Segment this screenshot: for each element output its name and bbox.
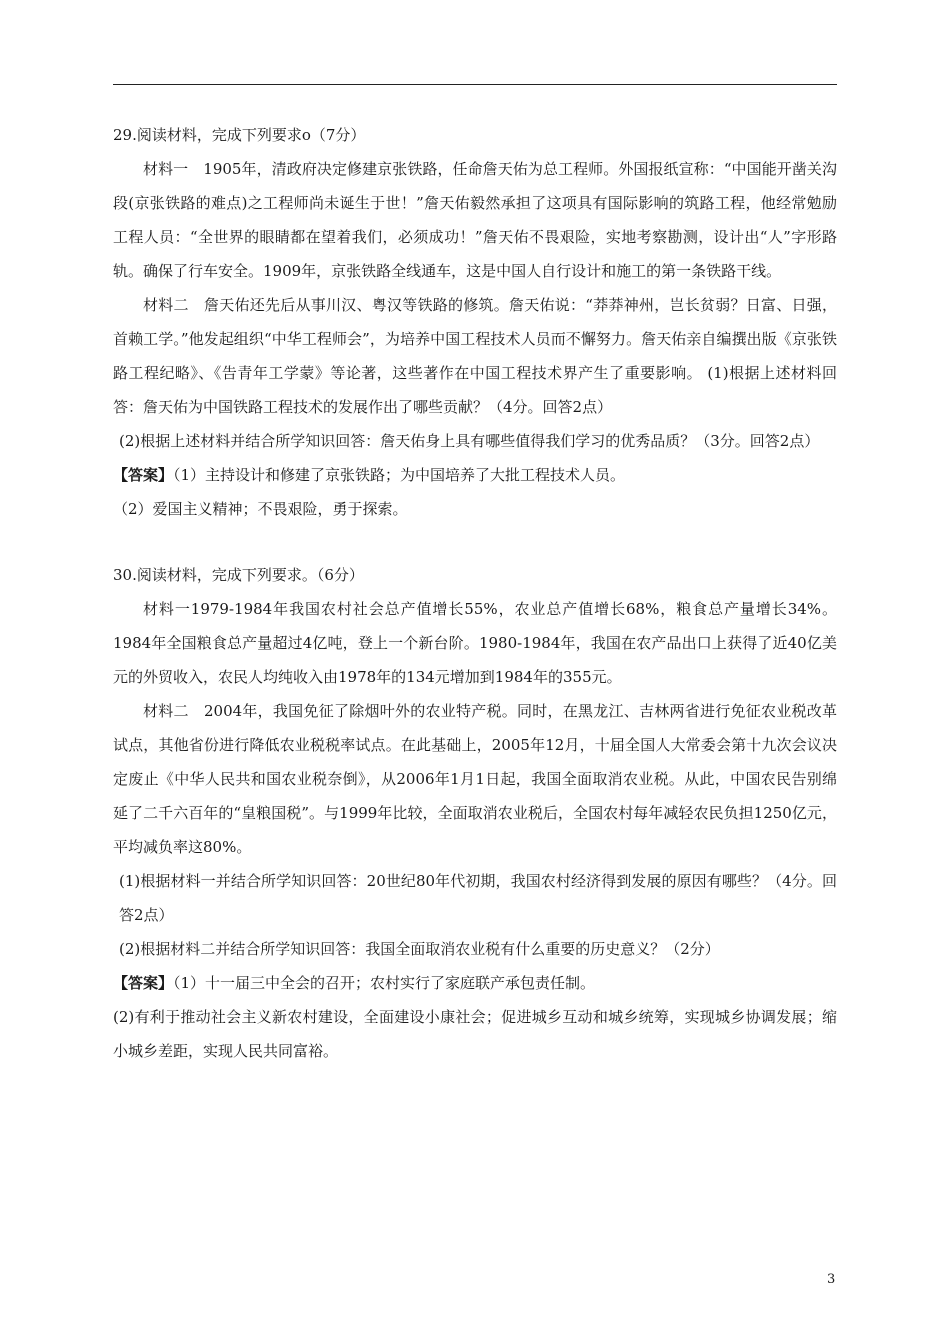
question-29	[113, 118, 837, 526]
header-rule	[113, 84, 837, 85]
q30-answer-1-text: （1）十一届三中全会的召开；农村实行了家庭联产承包责任制。	[173, 974, 596, 992]
q29-material-1: 材料一 1905年，清政府决定修建京张铁路，任命詹天佑为总工程师。外国报纸宣称：“中国能开凿关沟段(京张铁路的难点)之工程师尚未诞生于世！”詹天佑毅然承担了这项具有国际影响的筑路工程，他经常勉励工程人员：“全世界的眼睛都在望着我们，必须成功！”詹天佑不畏艰险，实地考察勘测，设计出“人”字形路轨。确保了行车安全。1909年，京张铁路全线通车，这是中国人自行设计和施工的第一条铁路干线。	[113, 160, 837, 280]
question-29-title: 29.阅读材料，完成下列要求o（7分）	[113, 126, 366, 144]
q30-answer-1	[113, 966, 837, 1000]
q30-material-1: 材料一1979-1984年我国农村社会总产值增长55%，农业总产值增长68%，粮食总产量增长34%。1984年全国粮食总产量超过4亿吨，登上一个新台阶。1980-1984年，我国在农产品出口上获得了近40亿美元的外贸收入，农民人均纯收入由1978年的134元增加到1984年的355元。	[113, 600, 837, 686]
section-gap	[113, 526, 837, 558]
q29-answer-2: （2）爱国主义精神；不畏艰险，勇于探索。	[113, 500, 408, 518]
q29-material-2: 材料二 詹天佑还先后从事川汉、粤汉等铁路的修筑。詹天佑说：“莽莽神州，岂长贫弱？日富、日强，首赖工学。”他发起组织“中华工程师会”，为培养中国工程技术人员而不懈努力。詹天佑亲自编撰出版《京张铁路工程纪略》、《告青年工学蒙》等论著，这些著作在中国工程技术界产生了重要影响。 (1)根据上述材料回答：詹天佑为中国铁路工程技术的发展作出了哪些贡献？（4分。回答2点）	[113, 296, 837, 416]
q30-answer-2: (2)有利于推动社会主义新农村建设，全面建设小康社会；促进城乡互动和城乡统筹，实现城乡协调发展；缩小城乡差距，实现人民共同富裕。	[113, 1008, 837, 1060]
question-30-title: 30.阅读材料，完成下列要求。（6分）	[113, 566, 364, 584]
question-30	[113, 558, 837, 1068]
answer-tag: 【答案】	[113, 466, 174, 484]
q30-subquestion-1: (1)根据材料一并结合所学知识回答：20世纪80年代初期，我国农村经济得到发展的原因有哪些？（4分。回答2点）	[119, 872, 837, 924]
q30-material-2: 材料二 2004年，我国免征了除烟叶外的农业特产税。同时，在黑龙江、吉林两省进行免征农业税改革试点，其他省份进行降低农业税税率试点。在此基础上，2005年12月，十届全国人大常委会第十九次会议决定废止《中华人民共和国农业税奈倒》，从2006年1月1日起，我国全面取消农业税。从此，中国农民告别绵延了二千六百年的“皇粮国税”。与1999年比较，全面取消农业税后，全国农村每年减轻农民负担1250亿元，平均减负率这80%。	[113, 702, 837, 856]
document-body	[113, 118, 837, 1068]
answer-tag: 【答案】	[113, 974, 174, 992]
q29-subquestion-2: (2)根据上述材料并结合所学知识回答：詹天佑身上具有哪些值得我们学习的优秀品质？（3分。回答2点）	[119, 432, 820, 450]
q30-subquestion-2: (2)根据材料二并结合所学知识回答：我国全面取消农业税有什么重要的历史意义？（2分）	[119, 940, 720, 958]
q29-answer-1-text: （1）主持设计和修建了京张铁路；为中国培养了大批工程技术人员。	[173, 466, 626, 484]
q29-answer-1	[113, 458, 837, 492]
page-number: 3	[827, 1272, 836, 1287]
